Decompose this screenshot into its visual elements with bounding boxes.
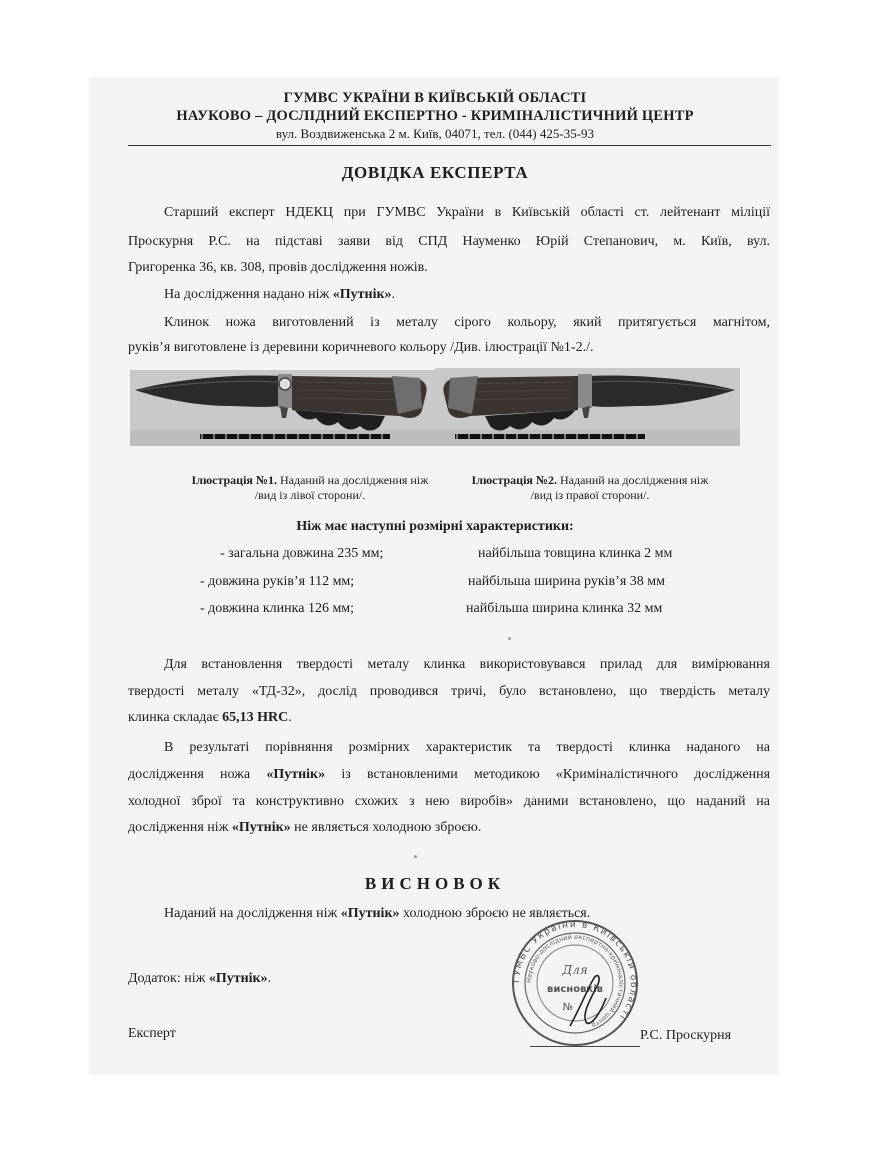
svg-text:ГУМВС України в Київській обла: ГУМВС України в Київській області <box>511 919 639 1023</box>
conclusion-heading: ВИСНОВОК <box>364 874 506 893</box>
hardness-line-1: Для встановлення твердості металу клинка використовувався прилад для вимірювання <box>164 657 770 672</box>
header-divider <box>128 145 771 146</box>
knife-name: «Путнік» <box>332 287 392 302</box>
comparison-line-3: холодної зброї та конструктивно схожих з нею виробів» даними встановлено, що наданий на <box>128 794 770 809</box>
illustration-1-caption: Ілюстрація №1. Наданий на дослідження ніж /вид із лівої сторони/. <box>191 473 429 502</box>
comparison-line-2: дослідження ножа «Путнік» із встановленими методикою «Криміналістичного дослідження <box>128 767 771 782</box>
svg-text:Для: Для <box>562 963 588 977</box>
org-name-line2: НАУКОВО – ДОСЛІДНИЙ ЕКСПЕРТНО - КРИМІНАЛІСТИЧНИЙ ЦЕНТР <box>176 108 694 124</box>
hardness-line-2: твердості металу «ТД-32», дослід проводився тричі, було встановлено, що твердість металу <box>128 684 770 699</box>
comparison-line-4: дослідження ніж «Путнік» не являється холодною зброєю. <box>128 820 482 835</box>
hardness-line-3: клинка складає 65,13 HRC. <box>128 710 292 725</box>
document-title: ДОВІДКА ЕКСПЕРТА <box>341 163 529 182</box>
illustration-2-caption: Ілюстрація №2. Наданий на дослідження ніж /вид із правої сторони/. <box>471 473 709 502</box>
attachment-line: Додаток: ніж «Путнік». <box>128 971 272 986</box>
dim-left-3: - довжина клинка 126 мм; <box>200 601 355 616</box>
blade-line-2: руків’я виготовлене із деревини коричневого кольору /Див. ілюстрації №1-2./. <box>128 340 594 355</box>
scan-speck <box>414 855 417 858</box>
official-stamp <box>510 918 640 1048</box>
dim-right-2: найбільша ширина руків’я 38 мм <box>468 574 665 589</box>
comparison-line-1: В результаті порівняння розмірних характеристик та твердості клинка наданого на <box>164 740 770 755</box>
svg-text:висновків: висновків <box>547 984 603 995</box>
org-address: вул. Воздвиженська 2 м. Київ, 04071, тел. (044) 425-35-93 <box>275 126 595 141</box>
blade-line-1: Клинок ножа виготовлений із металу сірого кольору, який притягується магнітом, <box>164 315 770 330</box>
dimensions-heading: Ніж має наступні розмірні характеристики: <box>296 519 574 534</box>
intro-line-1: Старший експерт НДЕКЦ при ГУМВС України в Київській області ст. лейтенант міліції <box>164 205 770 220</box>
expert-role-label: Експерт <box>128 1026 176 1041</box>
dim-right-1: найбільша товщина клинка 2 мм <box>478 546 673 561</box>
knife-photo-right-view <box>435 368 740 446</box>
intro-line-3: Григоренка 36, кв. 308, провів дослідження ножів. <box>128 260 428 275</box>
scan-speck <box>508 637 511 640</box>
intro-line-2: Проскурня Р.С. на підставі заяви від СПД Науменко Юрій Степанович, м. Київ, вул. <box>128 234 770 249</box>
knife-photo-left-view <box>130 370 435 446</box>
dim-left-2: - довжина руків’я 112 мм; <box>200 574 355 589</box>
svg-text:№: № <box>562 1002 574 1013</box>
conclusion-text: Наданий на дослідження ніж «Путнік» холодною зброєю не являється. <box>164 906 591 921</box>
svg-text:Науково-дослідний експертно-кр: Науково-дослідний експертно-криміналістичний центр <box>524 932 626 1030</box>
dim-left-1: - загальна довжина 235 мм; <box>220 546 384 561</box>
expert-name: Р.С. Проскурня <box>640 1028 732 1043</box>
org-name-line1: ГУМВС УКРАЇНИ В КИЇВСЬКІЙ ОБЛАСТІ <box>283 90 587 106</box>
submitted-line: На дослідження надано ніж «Путнік». <box>164 287 396 302</box>
hardness-value: 65,13 HRC <box>222 710 289 725</box>
dim-right-3: найбільша ширина клинка 32 мм <box>466 601 663 616</box>
document-sheet <box>89 77 779 1075</box>
